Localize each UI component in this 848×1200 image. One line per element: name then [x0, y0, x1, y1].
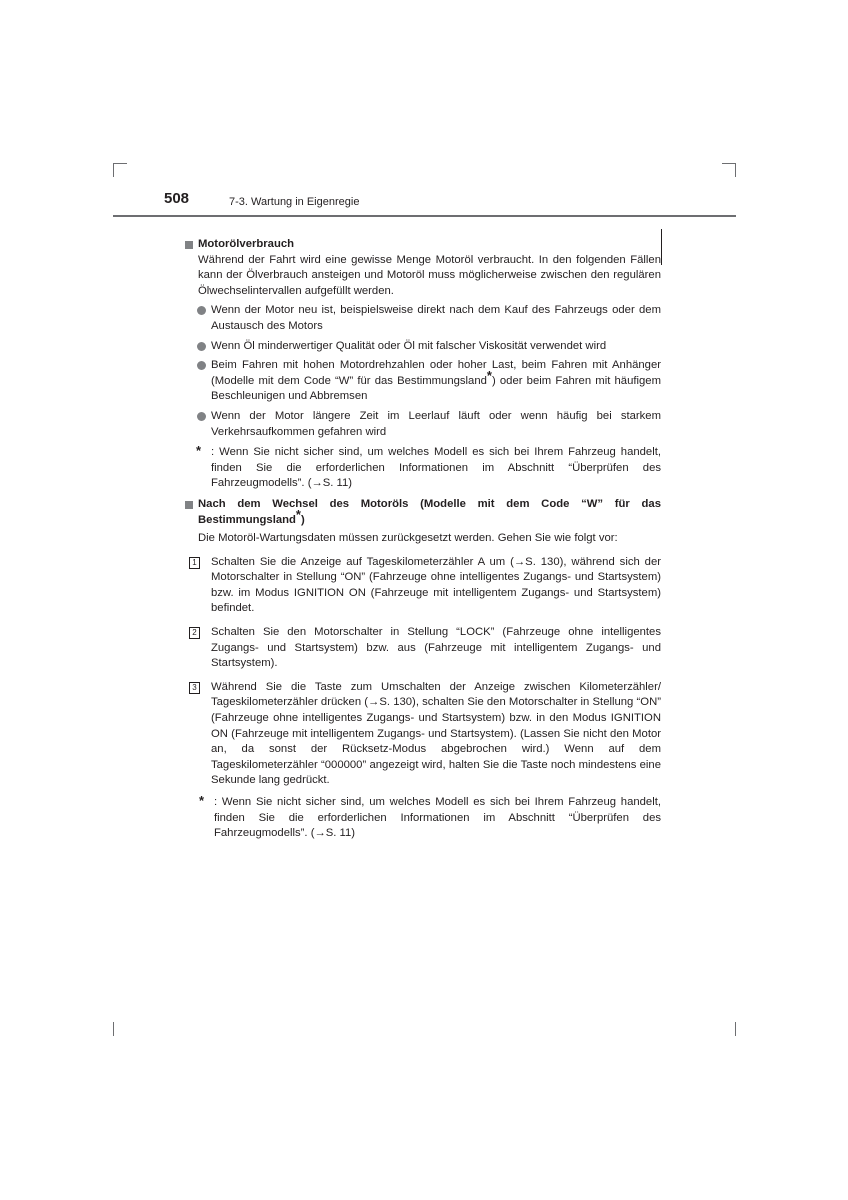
circle-bullet-icon	[197, 306, 206, 315]
list-item: Beim Fahren mit hohen Motordrehzahlen oder hoher Last, beim Fahren mit Anhänger (Modelle mit dem Code “W” für das Bestimmungsland*) oder beim Fahren mit häufigem Beschleunigen und Abbremsen	[185, 358, 661, 405]
crop-mark-top-left-v	[113, 163, 114, 177]
step-item: 1 Schalten Sie die Anzeige auf Tageskilometerzähler A um (→S. 130), während sich der Motorschalter in Stellung “ON” (Fahrzeuge ohne intelligentes Zugangs- und Startsystem) bzw. im Modus IGNITION ON (Fahrzeuge mit intelligentem Zugangs- und Startsystem) befindet.	[185, 555, 661, 617]
circle-bullet-icon	[197, 361, 206, 370]
step-number: 2	[189, 627, 200, 639]
section-intro: Die Motoröl-Wartungsdaten müssen zurückgesetzt werden. Gehen Sie wie folgt vor:	[198, 532, 618, 545]
footnote-star: *	[295, 506, 301, 522]
step-number: 1	[189, 557, 200, 569]
header-rule	[113, 215, 736, 217]
circle-bullet-icon	[197, 342, 206, 351]
list-item: Wenn der Motor neu ist, beispielsweise direkt nach dem Kauf des Fahrzeugs oder dem Austausch des Motors	[185, 303, 661, 334]
section-marker-line	[661, 229, 662, 265]
list-item: Wenn der Motor längere Zeit im Leerlauf läuft oder wenn häufig bei starkem Verkehrsaufkommen gefahren wird	[185, 409, 661, 440]
circle-bullet-icon	[197, 412, 206, 421]
step-item: 3 Während Sie die Taste zum Umschalten der Anzeige zwischen Kilometerzähler/ Tageskilometerzähler drücken (→S. 130), schalten Sie den Motorschalter in Stellung “ON” (Fahrzeuge ohne intelligentes Zugangs- und Startsystem) bzw. in den Modus IGNITION ON (Fahrzeuge mit intelligentem Zugangs- und Startsystem). (Lassen Sie nicht den Motor an, da sonst der Rücksetz-Modus abgebrochen wird.) Wenn auf dem Tageskilometerzähler “000000” angezeigt wird, halten Sie die Taste noch mindestens eine Sekunde lang gedrückt.	[185, 680, 661, 789]
footnote: * : Wenn Sie nicht sicher sind, um welches Modell es sich bei Ihrem Fahrzeug handelt, finden Sie die erforderlichen Informationen im Abschnitt “Überprüfen des Fahrzeugmodells”. (→S. 11)	[199, 793, 661, 840]
page-number: 508	[164, 190, 190, 207]
footnote-star: *	[196, 443, 202, 459]
step-number: 3	[189, 682, 200, 694]
footnote-star: *	[486, 367, 492, 383]
page-content	[185, 237, 661, 842]
section-intro: Während der Fahrt wird eine gewisse Menge Motoröl verbraucht. In den folgenden Fällen kann der Ölverbrauch ansteigen und Motoröl muss möglicherweise zwischen den regulären Ölwechselintervallen aufgefüllt werden.	[198, 253, 661, 297]
footnote: * : Wenn Sie nicht sicher sind, um welches Modell es sich bei Ihrem Fahrzeug handelt, finden Sie die erforderlichen Informationen im Abschnitt “Überprüfen des Fahrzeugmodells”. (→S. 11)	[196, 443, 661, 490]
square-bullet-icon	[185, 501, 193, 509]
list-item: Wenn Öl minderwertiger Qualität oder Öl mit falscher Viskosität verwendet wird	[185, 339, 661, 355]
chapter-title: 7-3. Wartung in Eigenregie	[229, 196, 360, 208]
section-heading: Nach dem Wechsel des Motoröls (Modelle mit dem Code “W” für das Bestimmungsland*)	[185, 497, 661, 528]
crop-mark-top-right-h	[722, 163, 736, 164]
footnote-star: *	[199, 793, 205, 808]
square-bullet-icon	[185, 241, 193, 249]
step-item: 2 Schalten Sie den Motorschalter in Stellung “LOCK” (Fahrzeuge ohne intelligentes Zugangs- und Startsystem) bzw. aus (Fahrzeuge mit intelligentem Zugangs- und Startsystem).	[185, 625, 661, 672]
crop-mark-bottom-right	[735, 1022, 736, 1036]
section-heading: Motorölverbrauch	[185, 237, 661, 253]
crop-mark-top-left-h	[113, 163, 127, 164]
crop-mark-top-right-v	[735, 163, 736, 177]
crop-mark-bottom-left	[113, 1022, 114, 1036]
